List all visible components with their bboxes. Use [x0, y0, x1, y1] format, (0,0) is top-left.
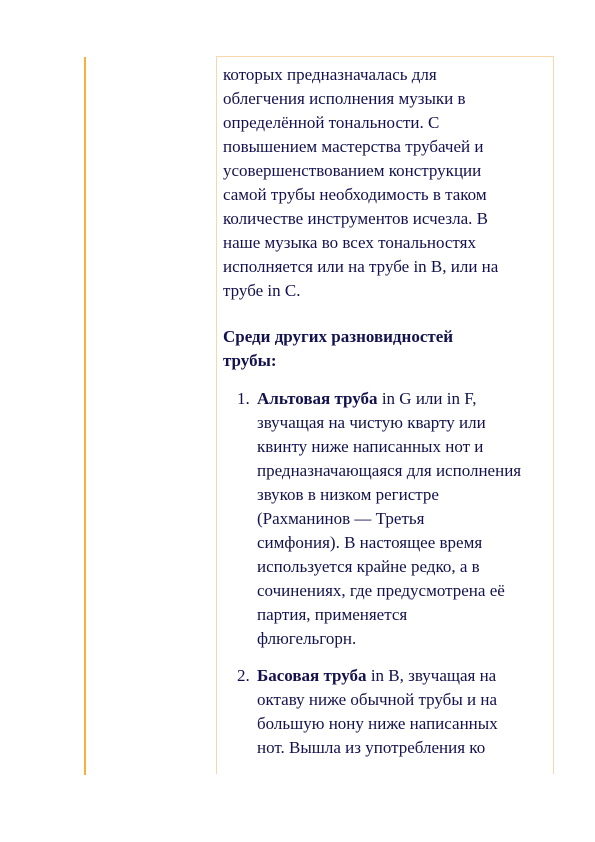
item-first-rest: in G или in F, [377, 389, 477, 408]
item-line: большую нону ниже написанных [257, 714, 498, 733]
intro-line: определённой тональности. С [223, 113, 440, 132]
heading-line: Среди других разновидностей [223, 327, 454, 346]
intro-line: исполняется или на трубе in B, или на [223, 257, 499, 276]
item-first-rest: in B, звучащая на [366, 666, 497, 685]
intro-line: которых предназначалась для [223, 65, 437, 84]
section-heading [223, 325, 551, 373]
intro-line: облегчения исполнения музыки в [223, 89, 466, 108]
item-first-line [257, 387, 551, 411]
item-line: квинту ниже написанных нот и [257, 437, 484, 456]
text-frame [216, 56, 554, 774]
item-line: симфония). В настоящее время [257, 533, 483, 552]
item-line: октаву ниже обычной трубы и на [257, 690, 497, 709]
heading-line: трубы: [223, 351, 277, 370]
intro-line: усовершенствованием конструкции [223, 161, 482, 180]
list-number: 1. [237, 389, 250, 408]
item-line: партия, применяется [257, 605, 408, 624]
document-body [223, 63, 551, 773]
list-item [223, 387, 551, 651]
item-line: предназначающаяся для исполнения [257, 461, 522, 480]
item-line: звуков в низком регистре [257, 485, 439, 504]
item-term: Басовая труба [257, 666, 367, 685]
list-item [223, 664, 551, 760]
item-line: используется крайне редко, а в [257, 557, 480, 576]
item-line: флюгельгорн. [257, 629, 357, 648]
intro-line: повышением мастерства трубачей и [223, 137, 484, 156]
item-line: звучащая на чистую кварту или [257, 413, 486, 432]
list-number: 2. [237, 666, 250, 685]
item-first-line [257, 664, 551, 688]
variety-list [223, 387, 551, 760]
intro-line: трубе in C. [223, 281, 301, 300]
item-line: (Рахманинов — Третья [257, 509, 425, 528]
intro-line: количестве инструментов исчезла. В [223, 209, 488, 228]
intro-line: наше музыка во всех тональностях [223, 233, 476, 252]
item-term: Альтовая труба [257, 389, 378, 408]
intro-line: самой трубы необходимость в таком [223, 185, 487, 204]
item-line: нот. Вышла из употребления ко [257, 738, 486, 757]
intro-paragraph [223, 63, 551, 303]
item-line: сочинениях, где предусмотрена её [257, 581, 505, 600]
margin-rule [84, 57, 86, 775]
